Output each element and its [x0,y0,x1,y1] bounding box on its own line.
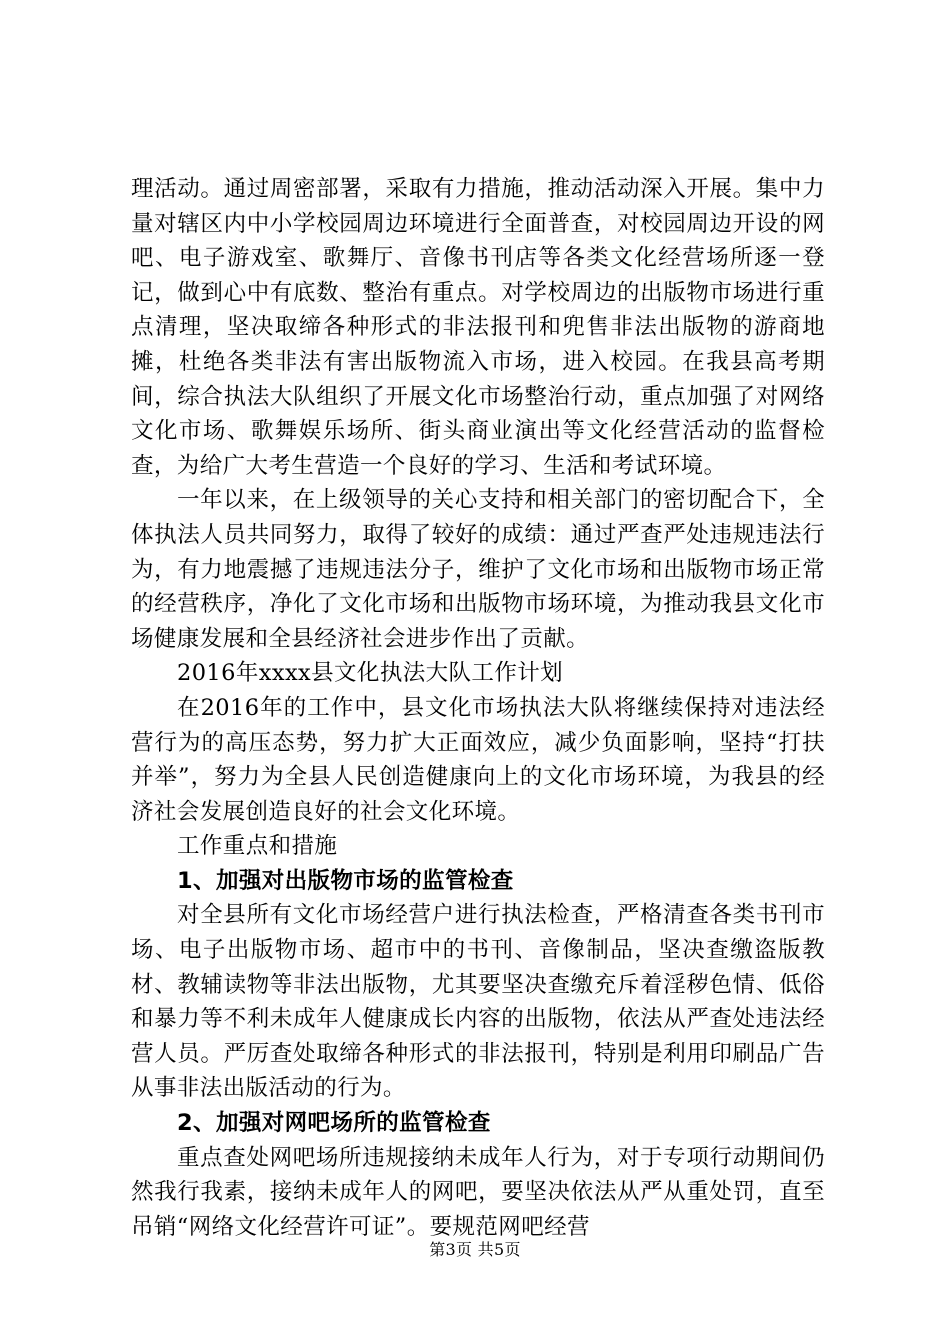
paragraph-publication-market: 对全县所有文化市场经营户进行执法检查，严格清查各类书刊市场、电子出版物市场、超市中的书刊、音像制品，坚决查缴盗版教材、教辅读物等非法出版物，尤其要坚决查缴充斥着淫秽色情、低俗和暴力等不利未成年人健康成长内容的出版物，依法从严查处违法经营人员。严厉查处取缔各种形式的非法报刊，特别是利用印刷品广告从事非法出版活动的行为。 [131,902,825,1102]
paragraph-annual-summary: 一年以来，在上级领导的关心支持和相关部门的密切配合下，全体执法人员共同努力，取得了较好的成绩：通过严查严处违规违法行为，有力地震撼了违规违法分子，维护了文化市场和出版物市场正常的经营秩序，净化了文化市场和出版物市场环境，为推动我县文化市场健康发展和全县经济社会进步作出了贡献。 [131,487,825,652]
section-title-key-measures: 工作重点和措施 [177,833,338,860]
paragraph-internet-cafe: 重点查处网吧场所违规接纳未成年人行为，对于专项行动期间仍然我行我素，接纳未成年人的网吧，要坚决依法从严从重处罚，直至吊销“网络文化经营许可证”。要规范网吧经营 [131,1144,825,1240]
page-footer: 第3页 共5页 [429,1240,521,1259]
heading-publication-market: 1、加强对出版物市场的监管检查 [177,867,514,894]
work-plan-title: 2016年xxxx县文化执法大队工作计划 [177,660,564,687]
document-body [131,172,825,1244]
paragraph-campus-rectification: 理活动。通过周密部署，采取有力措施，推动活动深入开展。集中力量对辖区内中小学校园周边环境进行全面普查，对校园周边开设的网吧、电子游戏室、歌舞厅、音像书刊店等各类文化经营场所逐一登记，做到心中有底数、整治有重点。对学校周边的出版物市场进行重点清理，坚决取缔各种形式的非法报刊和兜售非法出版物的游商地摊，杜绝各类非法有害出版物流入市场，进入校园。在我县高考期间，综合执法大队组织了开展文化市场整治行动，重点加强了对网络文化市场、歌舞娱乐场所、街头商业演出等文化经营活动的监督检查，为给广大考生营造一个良好的学习、生活和考试环境。 [131,176,825,479]
heading-internet-cafe: 2、加强对网吧场所的监管检查 [177,1110,491,1137]
paragraph-plan-intro: 在2016年的工作中，县文化市场执法大队将继续保持对违法经营行为的高压态势，努力扩大正面效应，减少负面影响，坚持“打扶并举”，努力为全县人民创造健康向上的文化市场环境，为我县的经济社会发展创造良好的社会文化环境。 [131,694,825,825]
